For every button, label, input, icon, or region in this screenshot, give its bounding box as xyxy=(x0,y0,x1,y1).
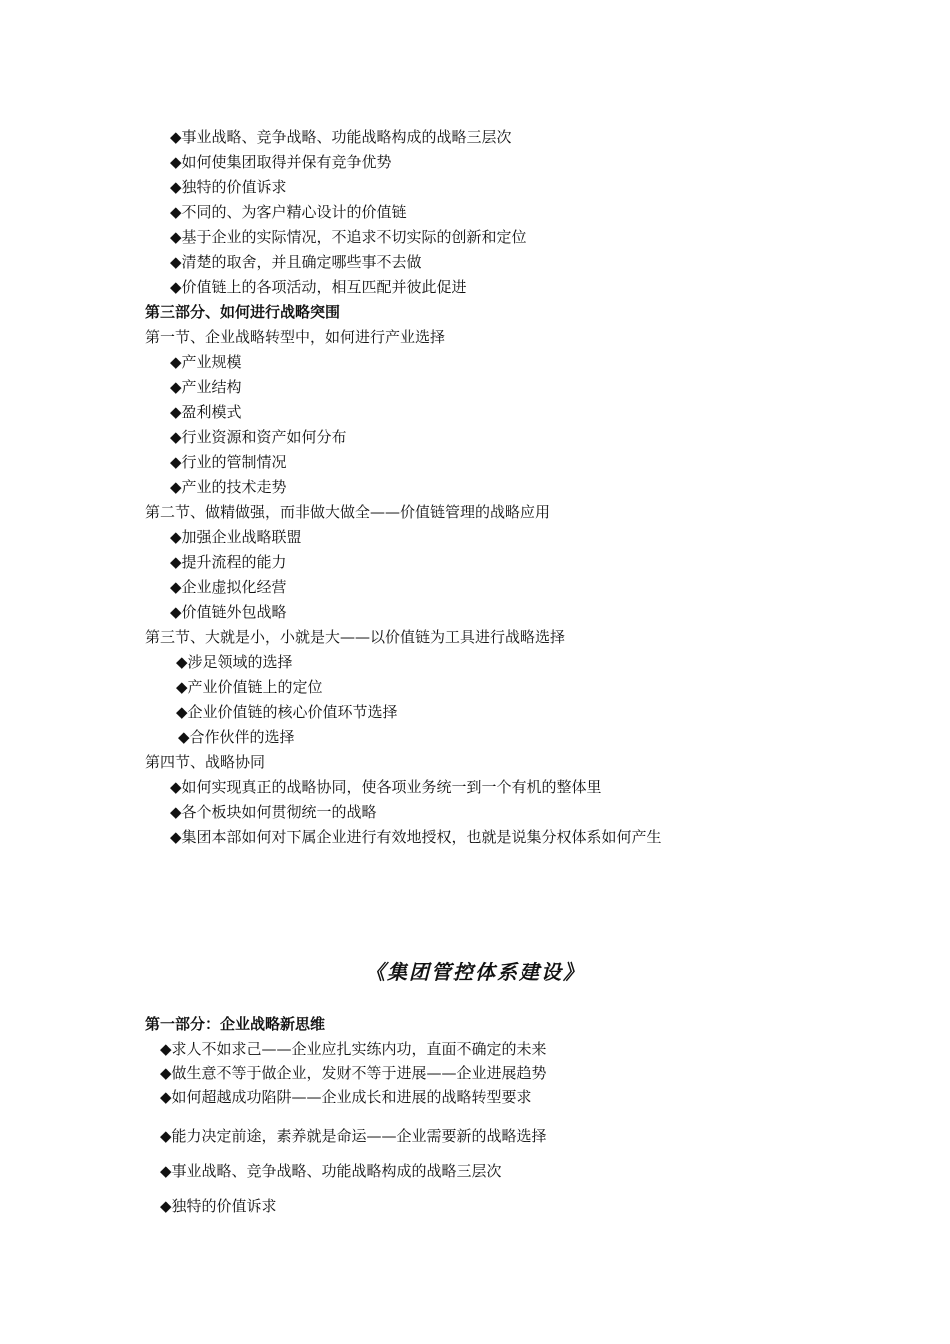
list-item: ◆清楚的取舍，并且确定哪些事不去做 xyxy=(170,253,422,271)
list-item: ◆行业的管制情况 xyxy=(170,453,287,471)
list-item: ◆产业的技术走势 xyxy=(170,478,287,496)
list-item: ◆如何实现真正的战略协同，使各项业务统一到一个有机的整体里 xyxy=(170,778,602,796)
list-item: ◆能力决定前途，素养就是命运——企业需要新的战略选择 xyxy=(160,1127,547,1145)
list-item: ◆企业价值链的核心价值环节选择 xyxy=(176,703,398,721)
list-item: ◆企业虚拟化经营 xyxy=(170,578,287,596)
list-item: ◆不同的、为客户精心设计的价值链 xyxy=(170,203,407,221)
list-item: ◆各个板块如何贯彻统一的战略 xyxy=(170,803,377,821)
list-item: ◆如何超越成功陷阱——企业成长和进展的战略转型要求 xyxy=(160,1088,532,1106)
list-item: ◆价值链上的各项活动，相互匹配并彼此促进 xyxy=(170,278,467,296)
list-item: ◆独特的价值诉求 xyxy=(160,1197,277,1215)
list-item: ◆合作伙伴的选择 xyxy=(178,728,295,746)
list-item: ◆产业价值链上的定位 xyxy=(176,678,323,696)
part3-heading: 第三部分、如何进行战略突围 xyxy=(145,303,341,321)
list-item: ◆提升流程的能力 xyxy=(170,553,287,571)
list-item: ◆集团本部如何对下属企业进行有效地授权，也就是说集分权体系如何产生 xyxy=(170,828,662,846)
list-item: ◆基于企业的实际情况，不追求不切实际的创新和定位 xyxy=(170,228,527,246)
list-item: ◆产业规模 xyxy=(170,353,242,371)
list-item: ◆加强企业战略联盟 xyxy=(170,528,302,546)
list-item: ◆求人不如求己——企业应扎实练内功，直面不确定的未来 xyxy=(160,1040,547,1058)
list-item: ◆事业战略、竞争战略、功能战略构成的战略三层次 xyxy=(160,1162,502,1180)
list-item: ◆产业结构 xyxy=(170,378,242,396)
list-item: ◆价值链外包战略 xyxy=(170,603,287,621)
part1-heading: 第一部分：企业战略新思维 xyxy=(145,1015,326,1033)
section3-heading: 第三节、大就是小，小就是大——以价值链为工具进行战略选择 xyxy=(145,628,566,646)
section1-heading: 第一节、企业战略转型中，如何进行产业选择 xyxy=(145,328,446,346)
section2-heading: 第二节、做精做强，而非做大做全——价值链管理的战略应用 xyxy=(145,503,551,521)
list-item: ◆如何使集团取得并保有竞争优势 xyxy=(170,153,392,171)
list-item: ◆盈利模式 xyxy=(170,403,242,421)
list-item: ◆行业资源和资产如何分布 xyxy=(170,428,347,446)
document-title: 《集团管控体系建设》 xyxy=(365,960,585,984)
list-item: ◆做生意不等于做企业，发财不等于进展——企业进展趋势 xyxy=(160,1064,547,1082)
list-item: ◆涉足领域的选择 xyxy=(176,653,293,671)
section4-heading: 第四节、战略协同 xyxy=(145,753,266,771)
list-item: ◆独特的价值诉求 xyxy=(170,178,287,196)
list-item: ◆事业战略、竞争战略、功能战略构成的战略三层次 xyxy=(170,128,512,146)
